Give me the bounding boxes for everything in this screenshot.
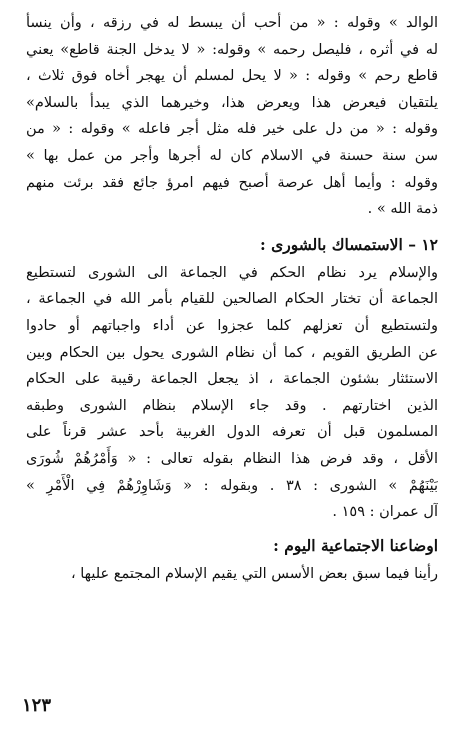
text-line: بَيْنَهُمْ » الشورى : ٣٨ . وبقوله : « وَشَاوِرْهُمْ فِي الْأَمْرِ »	[26, 477, 438, 494]
text-line: وقوله : « من دل على خير فله مثل أجر فاعله » وقوله : « من	[26, 121, 438, 138]
text-line: عن الطريق القويم ، كما أن نظام الشورى يحول بين الحكام وبين	[26, 344, 438, 361]
text-line: الأقل ، وقد فرض هذا النظام بقوله تعالى : « وَأَمْرُهُمْ شُورَى	[26, 450, 438, 467]
text-line: والإسلام يرد نظام الحكم في الجماعة الى الشورى لتستطيع	[26, 264, 438, 281]
text-line: له في أثره ، فليصل رحمه » وقوله: « لا يدخل الجنة قاطع» يعني	[26, 41, 438, 58]
hadith-quotes-paragraph	[26, 10, 438, 223]
text-line: آل عمران : ١٥٩ .	[332, 504, 438, 521]
text-line: ذمة الله » .	[367, 201, 438, 218]
shura-paragraph	[26, 260, 438, 526]
text-line: رأينا فيما سبق بعض الأسس التي يقيم الإسلام المجتمع عليها ،	[70, 565, 438, 582]
text-line: سن سنة حسنة في الاسلام كان له أجرها وأجر من عمل بها »	[26, 147, 438, 164]
text-line: الجماعة أن تختار الحكام الصالحين للقيام بأمر الله في الجماعة ،	[26, 291, 438, 308]
text-line: الذين اختارتهم . وقد جاء الإسلام بنظام الشورى وطبقه	[26, 397, 438, 414]
text-line: الاستئثار بشئون الجماعة ، اذ يجعل الجماعة رقيبة على الحكام	[26, 371, 438, 388]
page-number: ١٢٣	[22, 695, 52, 716]
text-line: المسلمون قبل أن تعرفه الدول الغربية بأحد عشر قرناً على	[26, 424, 438, 441]
text-line: ولتستطيع أن تعزلهم كلما عجزوا عن أداء واجباتهم أو حادوا	[26, 317, 438, 334]
section-heading-shura: ١٢ – الاستمساك بالشورى :	[259, 234, 438, 254]
text-line: وقوله : وأيما أهل عرصة أصبح فيهم امرؤ جائع فقد برئت منهم	[26, 174, 438, 191]
section-heading-social-conditions: اوضاعنا الاجتماعية اليوم :	[273, 535, 438, 555]
social-conditions-paragraph	[26, 561, 438, 588]
text-line: قاطع رحم » وقوله : « لا يحل لمسلم أن يهجر أخاه فوق ثلاث ،	[26, 68, 438, 85]
text-line: يلتقيان فيعرض هذا ويعرض هذا، وخيرهما الذي يبدأ بالسلام»	[26, 94, 438, 111]
text-line: الوالد » وقوله : « من أحب أن يبسط له في رزقه ، وأن ينسأ	[26, 15, 438, 31]
